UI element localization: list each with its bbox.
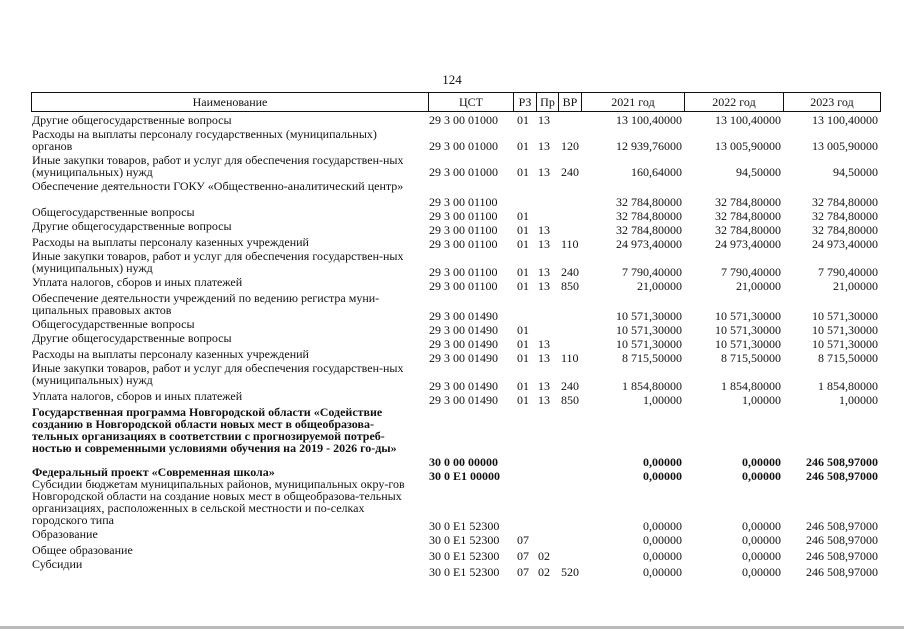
row-2022: 10 571,30000 — [715, 309, 781, 323]
row-rz: 01 — [517, 113, 529, 127]
row-rz: 01 — [517, 139, 529, 153]
row-2022: 24 973,40000 — [715, 237, 781, 251]
row-cst: 29 3 00 01100 — [429, 237, 498, 251]
row-2023: 246 508,97000 — [806, 519, 878, 533]
row-2023: 246 508,97000 — [806, 455, 878, 469]
row-vr: 110 — [561, 237, 579, 251]
row-pr: 13 — [538, 337, 550, 351]
row-rz: 01 — [517, 265, 529, 279]
row-cst: 29 3 00 01000 — [429, 139, 498, 153]
row-pr: 02 — [538, 565, 550, 579]
row-2021: 0,00000 — [643, 519, 682, 533]
row-vr: 240 — [561, 265, 579, 279]
row-2022: 0,00000 — [742, 455, 781, 469]
header-cst: ЦСТ — [428, 92, 514, 112]
row-name: Федеральный проект «Современная школа» — [32, 465, 275, 479]
row-name: Иные закупки товаров, работ и услуг для обеспечения государствен-ных (муниципальных) нужд — [32, 153, 404, 179]
row-cst: 30 0 E1 52300 — [429, 519, 500, 533]
row-pr: 13 — [538, 393, 550, 407]
row-name: Иные закупки товаров, работ и услуг для обеспечения государствен-ных (муниципальных) нужд — [32, 249, 404, 275]
header-vr: ВР — [558, 92, 582, 112]
row-2021: 1 854,80000 — [622, 379, 682, 393]
row-2023: 94,50000 — [833, 165, 878, 179]
row-2022: 10 571,30000 — [715, 337, 781, 351]
header-name: Наименование — [31, 92, 429, 112]
row-vr: 850 — [561, 279, 579, 293]
row-2023: 32 784,80000 — [812, 209, 878, 223]
row-rz: 01 — [517, 223, 529, 237]
row-2021: 8 715,50000 — [622, 351, 682, 365]
row-2021: 13 100,40000 — [616, 113, 682, 127]
row-pr: 13 — [538, 113, 550, 127]
row-2022: 32 784,80000 — [715, 209, 781, 223]
row-2023: 10 571,30000 — [812, 323, 878, 337]
row-2021: 24 973,40000 — [616, 237, 682, 251]
row-2022: 7 790,40000 — [721, 265, 781, 279]
row-cst: 29 3 00 01490 — [429, 379, 498, 393]
row-2022: 0,00000 — [742, 549, 781, 563]
row-2023: 1 854,80000 — [818, 379, 878, 393]
row-2023: 10 571,30000 — [812, 309, 878, 323]
row-2021: 0,00000 — [643, 565, 682, 579]
row-name: Другие общегосударственные вопросы — [32, 219, 232, 233]
row-name: Другие общегосударственные вопросы — [32, 113, 232, 127]
row-cst: 30 0 E1 52300 — [429, 533, 500, 547]
row-name: Субсидии бюджетам муниципальных районов, муниципальных окру-гов Новгородской области на создание новых мест в общеобразова-тельных организациях, расположенных в сельской местности и по-селках городского типа — [32, 477, 405, 527]
header-2023: 2023 год — [783, 92, 881, 112]
row-cst: 29 3 00 01000 — [429, 113, 498, 127]
row-2023: 13 100,40000 — [812, 113, 878, 127]
row-2023: 246 508,97000 — [806, 549, 878, 563]
row-name: Общегосударственные вопросы — [32, 317, 195, 331]
row-pr: 13 — [538, 265, 550, 279]
row-2021: 160,64000 — [631, 165, 682, 179]
row-rz: 01 — [517, 209, 529, 223]
row-2021: 32 784,80000 — [616, 223, 682, 237]
row-rz: 01 — [517, 165, 529, 179]
row-pr: 13 — [538, 139, 550, 153]
row-cst: 30 0 E1 00000 — [429, 469, 501, 483]
row-2022: 0,00000 — [742, 469, 781, 483]
row-name: Расходы на выплаты персоналу казенных учреждений — [32, 347, 309, 361]
row-vr: 120 — [561, 139, 579, 153]
row-2022: 94,50000 — [736, 165, 781, 179]
row-cst: 29 3 00 01100 — [429, 195, 498, 209]
page-number: 124 — [442, 72, 462, 87]
row-2023: 246 508,97000 — [806, 565, 878, 579]
row-cst: 29 3 00 01100 — [429, 265, 498, 279]
table-header — [31, 92, 881, 112]
row-pr: 13 — [538, 279, 550, 293]
row-pr: 13 — [538, 165, 550, 179]
row-2021: 21,00000 — [637, 279, 682, 293]
row-name: Обеспечение деятельности учреждений по ведению регистра муни-ципальных правовых актов — [32, 291, 380, 317]
row-pr: 13 — [538, 237, 550, 251]
row-2021: 10 571,30000 — [616, 323, 682, 337]
row-2022: 10 571,30000 — [715, 323, 781, 337]
row-name: Иные закупки товаров, работ и услуг для обеспечения государствен-ных (муниципальных) нужд — [32, 361, 404, 387]
row-2022: 0,00000 — [742, 565, 781, 579]
row-rz: 01 — [517, 323, 529, 337]
row-vr: 520 — [561, 565, 579, 579]
row-name: Общее образование — [32, 543, 133, 557]
row-2022: 1 854,80000 — [721, 379, 781, 393]
row-name: Уплата налогов, сборов и иных платежей — [32, 389, 243, 403]
row-name: Государственная программа Новгородской области «Содействие созданию в Новгородской области новых мест в общеобразова-тельных организациях в соответствии с прогнозируемой потреб-ностью и современными условиями обучения на 2019 - 2026 го-ды» — [32, 405, 397, 455]
row-rz: 01 — [517, 393, 529, 407]
row-2022: 21,00000 — [736, 279, 781, 293]
row-pr: 13 — [538, 223, 550, 237]
row-cst: 29 3 00 01000 — [429, 165, 498, 179]
row-2023: 32 784,80000 — [812, 195, 878, 209]
row-cst: 29 3 00 01490 — [429, 323, 498, 337]
row-2021: 0,00000 — [643, 455, 682, 469]
row-vr: 850 — [561, 393, 579, 407]
row-2022: 32 784,80000 — [715, 195, 781, 209]
row-2021: 7 790,40000 — [622, 265, 682, 279]
header-pr: Пр — [536, 92, 559, 112]
row-cst: 30 0 E1 52300 — [429, 565, 500, 579]
row-name: Другие общегосударственные вопросы — [32, 331, 232, 345]
row-cst: 29 3 00 01490 — [429, 351, 498, 365]
row-2023: 7 790,40000 — [818, 265, 878, 279]
row-2021: 32 784,80000 — [616, 195, 682, 209]
header-rz: РЗ — [513, 92, 537, 112]
row-2023: 246 508,97000 — [806, 533, 878, 547]
row-2023: 1,00000 — [839, 393, 878, 407]
row-rz: 07 — [517, 565, 529, 579]
row-rz: 01 — [517, 337, 529, 351]
row-cst: 29 3 00 01100 — [429, 223, 498, 237]
row-2023: 10 571,30000 — [812, 337, 878, 351]
row-name: Общегосударственные вопросы — [32, 205, 195, 219]
row-name: Уплата налогов, сборов и иных платежей — [32, 275, 243, 289]
row-2022: 13 100,40000 — [715, 113, 781, 127]
header-2022: 2022 год — [684, 92, 784, 112]
row-2023: 8 715,50000 — [818, 351, 878, 365]
row-cst: 30 0 00 00000 — [429, 455, 498, 469]
header-2021: 2021 год — [581, 92, 685, 112]
row-pr: 02 — [538, 549, 550, 563]
row-2021: 10 571,30000 — [616, 337, 682, 351]
row-rz: 07 — [517, 549, 529, 563]
row-2022: 32 784,80000 — [715, 223, 781, 237]
row-2023: 32 784,80000 — [812, 223, 878, 237]
row-2021: 0,00000 — [643, 549, 682, 563]
row-2021: 32 784,80000 — [616, 209, 682, 223]
row-2023: 13 005,90000 — [812, 139, 878, 153]
row-name: Расходы на выплаты персоналу казенных учреждений — [32, 235, 309, 249]
row-rz: 01 — [517, 237, 529, 251]
row-rz: 07 — [517, 533, 529, 547]
row-cst: 29 3 00 01490 — [429, 309, 498, 323]
row-2021: 0,00000 — [643, 533, 682, 547]
row-cst: 30 0 E1 52300 — [429, 549, 500, 563]
row-name: Субсидии — [32, 557, 83, 571]
page-bottom-edge — [0, 626, 904, 629]
row-2021: 10 571,30000 — [616, 309, 682, 323]
row-cst: 29 3 00 01100 — [429, 279, 498, 293]
row-2021: 12 939,76000 — [616, 139, 682, 153]
row-2022: 13 005,90000 — [715, 139, 781, 153]
row-2022: 0,00000 — [742, 533, 781, 547]
row-rz: 01 — [517, 379, 529, 393]
row-name: Обеспечение деятельности ГОКУ «Общественно-аналитический центр» — [32, 179, 404, 193]
row-2023: 246 508,97000 — [806, 469, 878, 483]
row-2021: 1,00000 — [643, 393, 682, 407]
row-cst: 29 3 00 01490 — [429, 393, 498, 407]
row-2022: 1,00000 — [742, 393, 781, 407]
row-name: Образование — [32, 527, 98, 541]
row-vr: 240 — [561, 165, 579, 179]
row-rz: 01 — [517, 279, 529, 293]
row-2022: 8 715,50000 — [721, 351, 781, 365]
row-2023: 21,00000 — [833, 279, 878, 293]
row-pr: 13 — [538, 351, 550, 365]
row-2022: 0,00000 — [742, 519, 781, 533]
row-vr: 110 — [561, 351, 579, 365]
row-cst: 29 3 00 01100 — [429, 209, 498, 223]
row-name: Расходы на выплаты персоналу государственных (муниципальных) органов — [32, 127, 377, 153]
row-2021: 0,00000 — [643, 469, 682, 483]
row-cst: 29 3 00 01490 — [429, 337, 498, 351]
row-pr: 13 — [538, 379, 550, 393]
row-vr: 240 — [561, 379, 579, 393]
row-rz: 01 — [517, 351, 529, 365]
row-2023: 24 973,40000 — [812, 237, 878, 251]
